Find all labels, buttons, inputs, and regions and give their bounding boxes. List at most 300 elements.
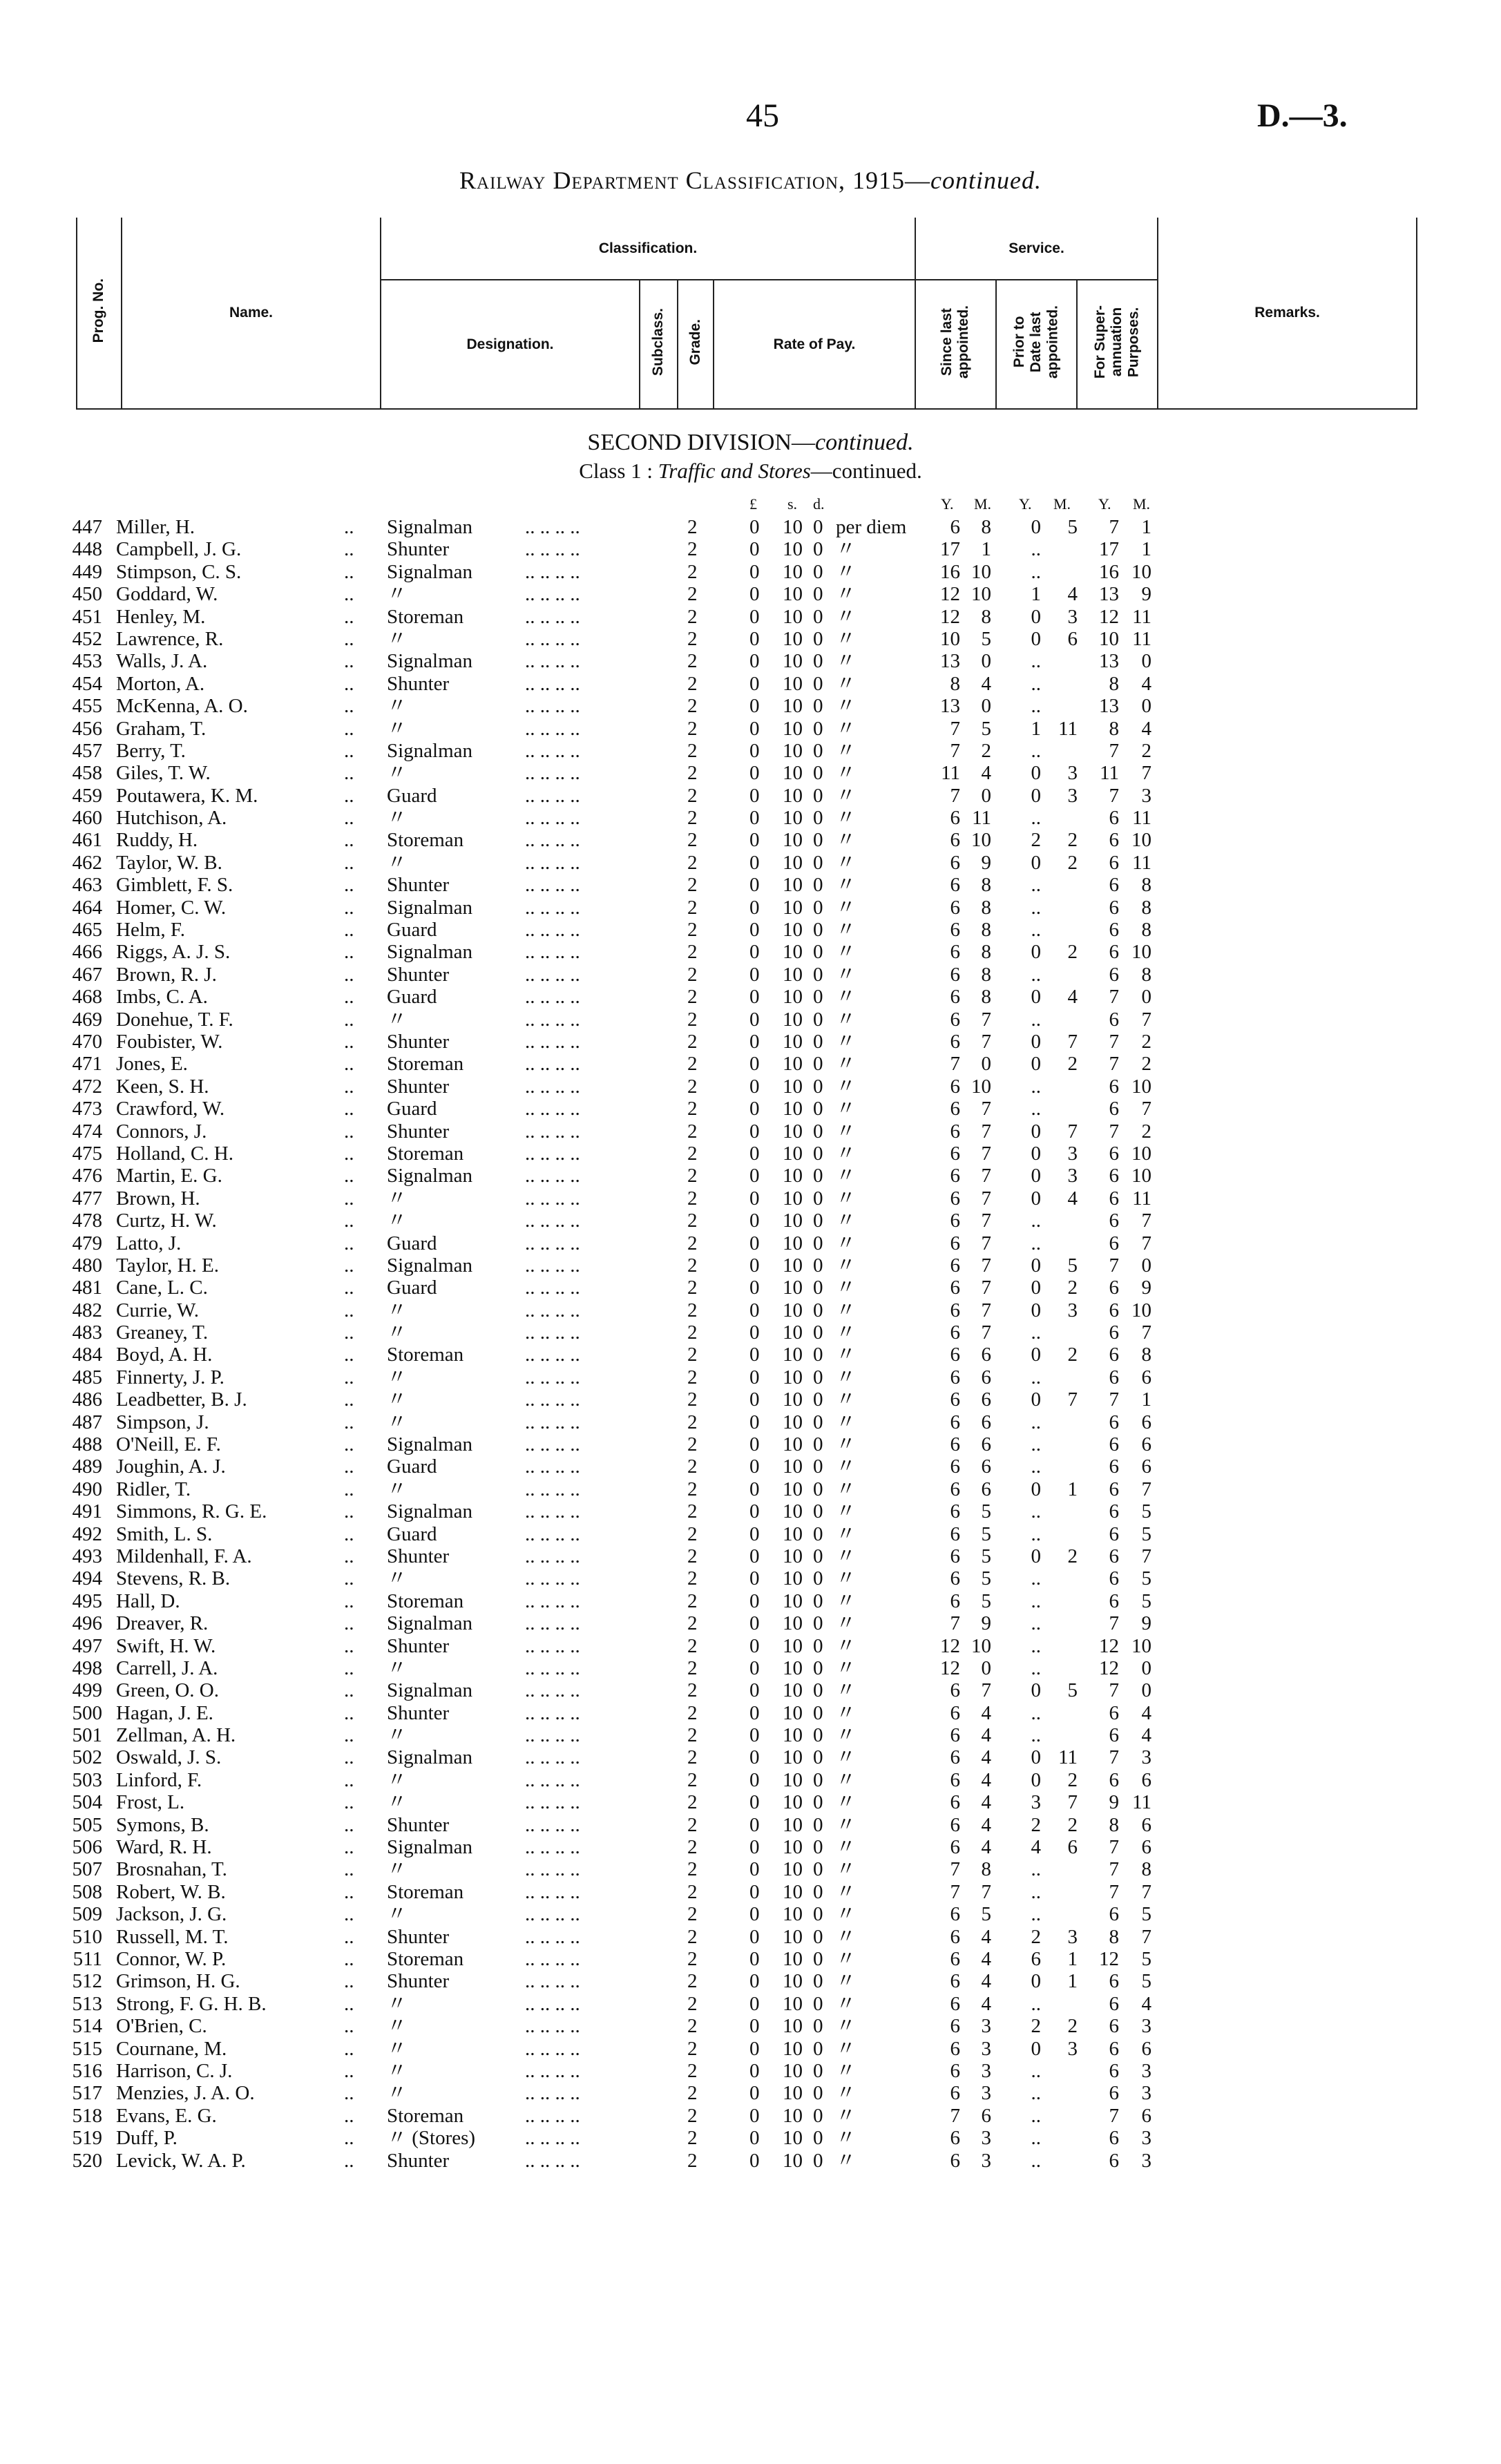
- leader-dots: .. .. .. ..: [525, 1836, 580, 1859]
- pay-unit-cell: 〃: [836, 1254, 857, 1277]
- pay-pence-cell: 0: [813, 1008, 823, 1031]
- since-years-cell: 12: [940, 1656, 960, 1679]
- prog-no-cell: 464: [72, 896, 102, 919]
- name-cell: Evans, E. G.: [116, 2104, 217, 2127]
- name-cell: Zellman, A. H.: [116, 1724, 236, 1747]
- pay-pence-cell: 0: [813, 1455, 823, 1478]
- subclass-cell: 2: [687, 1746, 698, 1769]
- leader-dots: .. .. .. ..: [525, 1992, 580, 2015]
- pay-unit-cell: 〃: [836, 963, 857, 986]
- prog-no-cell: 508: [72, 1880, 102, 1903]
- subclass-cell: 2: [687, 605, 698, 628]
- leader-dots: ..: [344, 807, 354, 830]
- since-months-cell: 7: [981, 1232, 991, 1254]
- pay-unit-cell: 〃: [836, 896, 857, 919]
- pay-pounds-cell: 0: [749, 963, 760, 986]
- leader-dots: .. .. .. ..: [525, 1277, 580, 1299]
- pay-pounds-cell: 0: [749, 1366, 760, 1388]
- designation-cell: Shunter: [387, 1634, 450, 1657]
- leader-dots: .. .. .. ..: [525, 2127, 580, 2150]
- name-cell: Taylor, H. E.: [116, 1254, 220, 1277]
- prog-no-cell: 485: [72, 1366, 102, 1388]
- subclass-cell: 2: [687, 1187, 698, 1210]
- pay-pence-cell: 0: [813, 1701, 823, 1724]
- subclass-cell: 2: [687, 1679, 698, 1702]
- subclass-cell: 2: [687, 1098, 698, 1120]
- pay-shillings-cell: 10: [783, 1656, 803, 1679]
- since-months-cell: 7: [981, 1120, 991, 1143]
- prior-years-cell: ..: [1031, 1522, 1041, 1545]
- leader-dots: ..: [344, 560, 354, 583]
- name-cell: Simmons, R. G. E.: [116, 1500, 267, 1523]
- pay-shillings-cell: 10: [783, 784, 803, 807]
- designation-cell: Guard: [387, 1232, 437, 1254]
- prog-no-cell: 493: [72, 1545, 102, 1567]
- pay-shillings-cell: 10: [783, 1098, 803, 1120]
- name-cell: Holland, C. H.: [116, 1142, 233, 1165]
- pay-pence-cell: 0: [813, 2127, 823, 2150]
- table-row: [0, 2060, 1501, 2082]
- since-years-cell: 6: [950, 1142, 960, 1165]
- leader-dots: ..: [344, 1948, 354, 1970]
- name-cell: Frost, L.: [116, 1791, 185, 1814]
- pay-shillings-cell: 10: [783, 2059, 803, 2082]
- pay-pounds-cell: 0: [749, 717, 760, 740]
- super-years-cell: 6: [1109, 1903, 1119, 1926]
- pay-shillings-cell: 10: [783, 1746, 803, 1769]
- leader-dots: ..: [344, 516, 354, 538]
- since-years-cell: 6: [950, 1433, 960, 1456]
- leader-dots: .. .. .. ..: [525, 1478, 580, 1500]
- pay-pounds-cell: 0: [749, 941, 760, 964]
- pay-shillings-cell: 10: [783, 2082, 803, 2105]
- table-row: [0, 1299, 1501, 1321]
- leader-dots: .. .. .. ..: [525, 829, 580, 852]
- prior-years-cell: ..: [1031, 1098, 1041, 1120]
- table-row: [0, 1769, 1501, 1791]
- subclass-cell: 2: [687, 1433, 698, 1456]
- since-months-cell: 5: [981, 1545, 991, 1567]
- name-cell: Ward, R. H.: [116, 1836, 212, 1859]
- pay-unit-cell: 〃: [836, 2015, 857, 2038]
- prior-years-cell: ..: [1031, 1903, 1041, 1926]
- pay-pounds-cell: 0: [749, 1165, 760, 1187]
- leader-dots: ..: [344, 2037, 354, 2060]
- super-months-cell: 3: [1141, 2149, 1151, 2172]
- pay-unit-cell: 〃: [836, 2127, 857, 2150]
- prior-months-cell: 11: [1058, 1746, 1078, 1769]
- subclass-cell: 2: [687, 2104, 698, 2127]
- pay-unit-cell: 〃: [836, 1656, 857, 1679]
- subclass-cell: 2: [687, 896, 698, 919]
- pay-pounds-cell: 0: [749, 650, 760, 673]
- pay-shillings-cell: 10: [783, 1120, 803, 1143]
- leader-dots: .. .. .. ..: [525, 1411, 580, 1433]
- designation-cell: 〃: [387, 1992, 408, 2015]
- pay-pounds-cell: 0: [749, 1120, 760, 1143]
- table-row: [0, 583, 1501, 605]
- super-months-cell: 7: [1141, 1478, 1151, 1500]
- since-months-cell: 0: [981, 1656, 991, 1679]
- leader-dots: .. .. .. ..: [525, 1701, 580, 1724]
- pay-pence-cell: 0: [813, 1545, 823, 1567]
- super-years-cell: 6: [1109, 1724, 1119, 1747]
- prior-months-cell: 2: [1067, 1768, 1078, 1791]
- designation-cell: Signalman: [387, 1500, 473, 1523]
- leader-dots: ..: [344, 1075, 354, 1098]
- table-row: [0, 829, 1501, 851]
- subclass-cell: 2: [687, 1210, 698, 1232]
- designation-cell: Storeman: [387, 1344, 464, 1366]
- pay-pence-cell: 0: [813, 963, 823, 986]
- name-cell: Graham, T.: [116, 717, 207, 740]
- pay-unit-cell: 〃: [836, 1299, 857, 1321]
- leader-dots: .. .. .. ..: [525, 851, 580, 874]
- leader-dots: .. .. .. ..: [525, 1455, 580, 1478]
- designation-cell: Signalman: [387, 1433, 473, 1456]
- name-cell: Helm, F.: [116, 919, 185, 942]
- pay-pence-cell: 0: [813, 986, 823, 1009]
- designation-cell: Shunter: [387, 672, 450, 695]
- name-cell: Leadbetter, B. J.: [116, 1388, 247, 1411]
- shillings-unit: s.: [787, 495, 798, 513]
- designation-cell: Signalman: [387, 1254, 473, 1277]
- pay-pounds-cell: 0: [749, 1187, 760, 1210]
- pay-shillings-cell: 10: [783, 1970, 803, 1993]
- since-years-cell: 6: [950, 1075, 960, 1098]
- pay-unit-cell: 〃: [836, 1746, 857, 1769]
- leader-dots: .. .. .. ..: [525, 2082, 580, 2105]
- table-row: [0, 1500, 1501, 1522]
- prior-months-cell: 3: [1067, 1299, 1078, 1321]
- pay-pounds-cell: 0: [749, 1433, 760, 1456]
- since-months-cell: 9: [981, 851, 991, 874]
- leader-dots: .. .. .. ..: [525, 516, 580, 538]
- name-cell: Donehue, T. F.: [116, 1008, 233, 1031]
- prog-no-cell: 489: [72, 1455, 102, 1478]
- super-months-cell: 3: [1141, 1746, 1151, 1769]
- subclass-cell: 2: [687, 1791, 698, 1814]
- pay-shillings-cell: 10: [783, 1724, 803, 1747]
- prog-no-cell: 497: [72, 1634, 102, 1657]
- pay-pounds-cell: 0: [749, 1679, 760, 1702]
- pay-pounds-cell: 0: [749, 1813, 760, 1836]
- table-row: [0, 718, 1501, 740]
- since-years-cell: 6: [950, 1388, 960, 1411]
- prior-years-cell: ..: [1031, 1567, 1041, 1590]
- subclass-cell: 2: [687, 1030, 698, 1053]
- pay-pence-cell: 0: [813, 650, 823, 673]
- leader-dots: .. .. .. ..: [525, 2104, 580, 2127]
- subclass-cell: 2: [687, 538, 698, 561]
- subclass-cell: 2: [687, 784, 698, 807]
- prog-no-cell: 476: [72, 1165, 102, 1187]
- name-cell: Miller, H.: [116, 516, 195, 538]
- prior-to-date-header: Prior to Date last appointed.: [996, 280, 1077, 409]
- pay-unit-cell: 〃: [836, 1634, 857, 1657]
- prior-months-cell: 4: [1067, 986, 1078, 1009]
- prior-years-cell: ..: [1031, 672, 1041, 695]
- super-months-cell: 8: [1141, 1344, 1151, 1366]
- since-years-cell: 6: [950, 1187, 960, 1210]
- super-years-cell: 10: [1099, 627, 1119, 650]
- since-months-cell: 8: [981, 874, 991, 897]
- leader-dots: ..: [344, 1545, 354, 1567]
- name-cell: Duff, P.: [116, 2127, 178, 2150]
- leader-dots: .. .. .. ..: [525, 1724, 580, 1747]
- pay-pence-cell: 0: [813, 1589, 823, 1612]
- super-years-cell: 6: [1109, 1500, 1119, 1523]
- months-unit-prior: M.: [1053, 495, 1071, 513]
- super-months-cell: 5: [1141, 1522, 1151, 1545]
- since-years-cell: 6: [950, 1344, 960, 1366]
- since-last-appointed-header: Since last appointed.: [915, 280, 996, 409]
- table-row: [0, 516, 1501, 538]
- pay-unit-cell: 〃: [836, 583, 857, 606]
- super-years-cell: 7: [1109, 1388, 1119, 1411]
- prior-years-cell: 0: [1031, 1746, 1041, 1769]
- subclass-cell: 2: [687, 2127, 698, 2150]
- name-cell: Lawrence, R.: [116, 627, 224, 650]
- since-months-cell: 7: [981, 1165, 991, 1187]
- pay-shillings-cell: 10: [783, 1634, 803, 1657]
- pay-shillings-cell: 10: [783, 1478, 803, 1500]
- prior-years-cell: 0: [1031, 516, 1041, 538]
- pay-shillings-cell: 10: [783, 1612, 803, 1635]
- since-months-cell: 8: [981, 919, 991, 942]
- since-years-cell: 6: [950, 1500, 960, 1523]
- prior-years-cell: ..: [1031, 1589, 1041, 1612]
- leader-dots: ..: [344, 1366, 354, 1388]
- since-months-cell: 3: [981, 2082, 991, 2105]
- leader-dots: .. .. .. ..: [525, 538, 580, 561]
- super-years-cell: 8: [1109, 1925, 1119, 1948]
- pay-shillings-cell: 10: [783, 560, 803, 583]
- prior-years-cell: 0: [1031, 986, 1041, 1009]
- subclass-cell: 2: [687, 919, 698, 942]
- pay-unit-cell: 〃: [836, 1344, 857, 1366]
- super-months-cell: 8: [1141, 919, 1151, 942]
- name-cell: Poutawera, K. M.: [116, 784, 258, 807]
- since-months-cell: 7: [981, 1679, 991, 1702]
- table-row: [0, 1836, 1501, 1858]
- pay-unit-cell: 〃: [836, 1053, 857, 1076]
- prior-years-cell: 0: [1031, 1165, 1041, 1187]
- subclass-cell: 2: [687, 963, 698, 986]
- name-cell: Green, O. O.: [116, 1679, 219, 1702]
- pay-shillings-cell: 10: [783, 627, 803, 650]
- prog-no-cell: 457: [72, 739, 102, 762]
- super-years-cell: 7: [1109, 739, 1119, 762]
- prior-months-cell: 2: [1067, 1545, 1078, 1567]
- designation-cell: 〃: [387, 2015, 408, 2038]
- pay-pounds-cell: 0: [749, 538, 760, 561]
- prog-no-cell: 504: [72, 1791, 102, 1814]
- pay-pounds-cell: 0: [749, 1455, 760, 1478]
- prior-months-cell: 6: [1067, 1836, 1078, 1859]
- since-years-cell: 6: [950, 1522, 960, 1545]
- leader-dots: .. .. .. ..: [525, 1612, 580, 1635]
- super-years-cell: 7: [1109, 986, 1119, 1009]
- name-cell: Latto, J.: [116, 1232, 182, 1254]
- leader-dots: ..: [344, 2149, 354, 2172]
- pay-shillings-cell: 10: [783, 1679, 803, 1702]
- table-row: [0, 561, 1501, 583]
- leader-dots: ..: [344, 538, 354, 561]
- since-years-cell: 6: [950, 1836, 960, 1859]
- designation-cell: Signalman: [387, 516, 473, 538]
- leader-dots: .. .. .. ..: [525, 807, 580, 830]
- designation-cell: Signalman: [387, 941, 473, 964]
- leader-dots: .. .. .. ..: [525, 627, 580, 650]
- prior-years-cell: 0: [1031, 1768, 1041, 1791]
- prior-years-cell: 0: [1031, 1299, 1041, 1321]
- prog-no-cell: 511: [73, 1948, 102, 1970]
- since-months-cell: 8: [981, 1858, 991, 1881]
- prior-years-cell: 1: [1031, 583, 1041, 606]
- pay-pence-cell: 0: [813, 1746, 823, 1769]
- prior-years-cell: ..: [1031, 1634, 1041, 1657]
- table-row: [0, 1657, 1501, 1679]
- since-months-cell: 5: [981, 1522, 991, 1545]
- name-cell: Linford, F.: [116, 1768, 202, 1791]
- leader-dots: ..: [344, 2059, 354, 2082]
- unit-labels-row: [0, 495, 1501, 513]
- table-row: [0, 2105, 1501, 2127]
- table-row: [0, 1590, 1501, 1612]
- subclass-cell: 2: [687, 1120, 698, 1143]
- since-years-cell: 6: [950, 1411, 960, 1433]
- table-row: [0, 1120, 1501, 1143]
- pay-unit-cell: 〃: [836, 605, 857, 628]
- super-months-cell: 0: [1141, 650, 1151, 673]
- pay-unit-cell: 〃: [836, 1388, 857, 1411]
- prog-no-cell: 481: [72, 1277, 102, 1299]
- table-row: [0, 1635, 1501, 1657]
- leader-dots: ..: [344, 1120, 354, 1143]
- staff-table-body: [0, 516, 1501, 2172]
- prog-no-cell: 487: [72, 1411, 102, 1433]
- pay-shillings-cell: 10: [783, 874, 803, 897]
- super-months-cell: 11: [1132, 627, 1151, 650]
- super-years-cell: 6: [1109, 1545, 1119, 1567]
- table-row: [0, 2150, 1501, 2172]
- pay-shillings-cell: 10: [783, 1791, 803, 1814]
- pay-pence-cell: 0: [813, 1254, 823, 1277]
- remarks-header: Remarks.: [1158, 218, 1417, 409]
- since-months-cell: 7: [981, 1030, 991, 1053]
- super-years-cell: 6: [1109, 1992, 1119, 2015]
- leader-dots: .. .. .. ..: [525, 963, 580, 986]
- super-years-cell: 7: [1109, 1053, 1119, 1076]
- since-months-cell: 3: [981, 2059, 991, 2082]
- since-years-cell: 7: [950, 1858, 960, 1881]
- pay-pounds-cell: 0: [749, 2015, 760, 2038]
- super-years-cell: 6: [1109, 919, 1119, 942]
- leader-dots: ..: [344, 605, 354, 628]
- pay-pence-cell: 0: [813, 1522, 823, 1545]
- table-row: [0, 1881, 1501, 1903]
- prog-no-cell: 461: [72, 829, 102, 852]
- since-years-cell: 6: [950, 2127, 960, 2150]
- since-years-cell: 11: [941, 762, 960, 785]
- since-months-cell: 0: [981, 695, 991, 718]
- leader-dots: .. .. .. ..: [525, 1858, 580, 1881]
- name-cell: Simpson, J.: [116, 1411, 209, 1433]
- since-months-cell: 7: [981, 1254, 991, 1277]
- prog-no-cell: 490: [72, 1478, 102, 1500]
- leader-dots: ..: [344, 1500, 354, 1523]
- super-years-cell: 11: [1100, 762, 1119, 785]
- pay-pence-cell: 0: [813, 919, 823, 942]
- leader-dots: ..: [344, 1008, 354, 1031]
- pay-pounds-cell: 0: [749, 1053, 760, 1076]
- super-years-cell: 6: [1109, 2149, 1119, 2172]
- super-years-cell: 6: [1109, 2015, 1119, 2038]
- pay-shillings-cell: 10: [783, 1992, 803, 2015]
- prog-no-cell: 470: [72, 1030, 102, 1053]
- pay-pence-cell: 0: [813, 1030, 823, 1053]
- since-months-cell: 5: [981, 1589, 991, 1612]
- name-cell: O'Brien, C.: [116, 2015, 207, 2038]
- pay-pence-cell: 0: [813, 560, 823, 583]
- prog-no-cell: 518: [72, 2104, 102, 2127]
- leader-dots: ..: [344, 627, 354, 650]
- pay-shillings-cell: 10: [783, 1344, 803, 1366]
- designation-cell: Guard: [387, 1455, 437, 1478]
- pay-shillings-cell: 10: [783, 1254, 803, 1277]
- name-cell: Riggs, A. J. S.: [116, 941, 231, 964]
- prior-years-cell: 0: [1031, 605, 1041, 628]
- pay-shillings-cell: 10: [783, 583, 803, 606]
- prior-years-cell: ..: [1031, 1321, 1041, 1344]
- leader-dots: ..: [344, 1656, 354, 1679]
- prog-no-cell: 465: [72, 919, 102, 942]
- designation-cell: Shunter: [387, 2149, 450, 2172]
- leader-dots: ..: [344, 1187, 354, 1210]
- since-years-cell: 6: [950, 807, 960, 830]
- prog-no-cell: 517: [72, 2082, 102, 2105]
- super-months-cell: 10: [1131, 560, 1151, 583]
- super-years-cell: 6: [1109, 1344, 1119, 1366]
- pay-pence-cell: 0: [813, 807, 823, 830]
- pay-pence-cell: 0: [813, 1836, 823, 1859]
- leader-dots: ..: [344, 1210, 354, 1232]
- since-months-cell: 4: [981, 672, 991, 695]
- pay-unit-cell: 〃: [836, 1008, 857, 1031]
- pay-shillings-cell: 10: [783, 1948, 803, 1970]
- table-row: [0, 986, 1501, 1008]
- since-years-cell: 6: [950, 941, 960, 964]
- super-months-cell: 10: [1131, 941, 1151, 964]
- subclass-cell: 2: [687, 1075, 698, 1098]
- pay-shillings-cell: 10: [783, 1411, 803, 1433]
- pay-shillings-cell: 10: [783, 516, 803, 538]
- pay-pounds-cell: 0: [749, 874, 760, 897]
- super-years-cell: 13: [1099, 650, 1119, 673]
- super-years-cell: 6: [1109, 1522, 1119, 1545]
- super-years-cell: 6: [1109, 1589, 1119, 1612]
- table-row: [0, 1970, 1501, 1992]
- subclass-cell: 2: [687, 1925, 698, 1948]
- pay-shillings-cell: 10: [783, 896, 803, 919]
- name-cell: Cournane, M.: [116, 2037, 227, 2060]
- pay-unit-cell: 〃: [836, 1791, 857, 1814]
- pay-shillings-cell: 10: [783, 1836, 803, 1859]
- superannuation-header: For Super- annuation Purposes.: [1077, 280, 1158, 409]
- table-row: [0, 2015, 1501, 2037]
- name-cell: Robert, W. B.: [116, 1880, 226, 1903]
